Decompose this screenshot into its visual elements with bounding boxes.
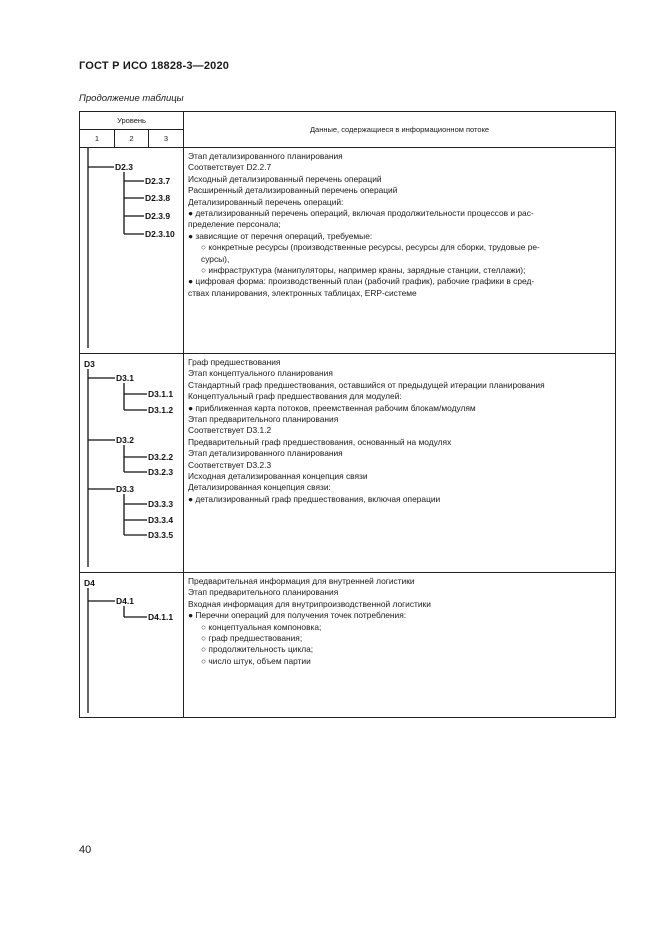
text-line: пределение персонала; xyxy=(188,219,281,230)
tree-diagram xyxy=(80,354,184,573)
text-line: Исходная детализированная концепция связи xyxy=(188,471,368,482)
sub-bullet-line: ○ инфраструктура (манипуляторы, например краны, зарядные станции, стеллажи); xyxy=(201,265,526,276)
tree-label: D3.3.4 xyxy=(148,515,174,525)
level-tree xyxy=(80,354,184,573)
tree-diagram xyxy=(80,573,184,718)
text-line: Соответствует D3.1.2 xyxy=(188,425,272,436)
tree-label: D3.3 xyxy=(116,484,134,494)
text-line: сурсы), xyxy=(201,253,230,264)
bullet-line: ● приближенная карта потоков, преемственная рабочим блокам/модулям xyxy=(188,402,476,413)
document-header: ГОСТ Р ИСО 18828-3—2020 xyxy=(79,60,230,72)
tree-label: D3.1.2 xyxy=(148,405,174,415)
text-line: Этап детализированного планирования xyxy=(188,151,343,161)
bullet-line: ● цифровая форма: производственный план (рабочий график), рабочие графики в сред- xyxy=(188,276,535,287)
level-tree xyxy=(80,573,184,718)
bullet-line: ● зависящие от перечня операций, требуемые: xyxy=(188,230,373,241)
tree-label: D2.3.7 xyxy=(145,176,171,186)
sub-bullet-line: ○ конкретные ресурсы (производственные ресурсы, ресурсы для сборки, трудовые ре- xyxy=(201,242,540,253)
tree-label: D4.1.1 xyxy=(148,612,174,622)
table-row xyxy=(80,354,616,573)
text-line: ствах планирования, электронных таблицах, ERP-системе xyxy=(188,287,417,298)
table-row xyxy=(80,148,616,354)
sub-bullet-line: ○ граф предшествования; xyxy=(201,633,303,644)
tree-label: D3.1.1 xyxy=(148,389,174,399)
level-number: 1 xyxy=(80,130,115,148)
tree-label: D2.3.8 xyxy=(145,193,171,203)
description-cell xyxy=(184,148,616,354)
text-line: Исходный детализированный перечень операций xyxy=(188,173,382,184)
text-line: Детализированная концепция связи: xyxy=(188,482,331,493)
tree-label: D4.1 xyxy=(116,596,134,606)
text-line: Детализированный перечень операций: xyxy=(188,196,344,207)
tree-label: D2.3.9 xyxy=(145,211,171,221)
text-line: Соответствует D2.2.7 xyxy=(188,162,272,173)
text-line: Стандартный граф предшествования, оставшийся от предыдущей итерации планирования xyxy=(188,379,545,390)
level-header: Уровень xyxy=(80,112,184,130)
tree-label: D3.2.2 xyxy=(148,452,174,462)
tree-diagram xyxy=(80,148,184,354)
text-line: Предварительная информация для внутренней логистики xyxy=(188,576,415,586)
level-tree xyxy=(80,148,184,354)
tree-label: D3.1 xyxy=(116,373,134,383)
text-line: Расширенный детализированный перечень операций xyxy=(188,185,398,196)
text-line: Этап предварительного планирования xyxy=(188,587,339,598)
tree-label: D2.3 xyxy=(115,162,133,172)
description-cell xyxy=(184,354,616,573)
sub-bullet-line: ○ число штук, объем партии xyxy=(201,655,311,666)
data-flow-table xyxy=(79,111,616,718)
text-line: Этап детализированного планирования xyxy=(188,448,343,459)
level-number: 3 xyxy=(149,130,184,148)
bullet-line: ● Перечни операций для получения точек потребления: xyxy=(188,610,407,621)
text-line: Граф предшествования xyxy=(188,357,281,367)
sub-bullet-line: ○ продолжительность цикла; xyxy=(201,644,314,655)
tree-label: D3.3.5 xyxy=(148,530,174,540)
text-line: Этап концептуального планирования xyxy=(188,368,333,379)
sub-bullet-line: ○ концептуальная компоновка; xyxy=(201,621,322,632)
table-row xyxy=(80,573,616,718)
table-caption: Продолжение таблицы xyxy=(79,93,184,104)
text-line: Соответствует D3.2.3 xyxy=(188,459,272,470)
data-header: Данные, содержащиеся в информационном потоке xyxy=(184,112,616,148)
tree-label: D4 xyxy=(84,578,95,588)
level-number: 2 xyxy=(115,130,149,148)
tree-label: D2.3.10 xyxy=(145,229,175,239)
page-number: 40 xyxy=(79,844,92,856)
tree-label: D3.2 xyxy=(116,435,134,445)
bullet-line: ● детализированный граф предшествования, включая операции xyxy=(188,493,441,504)
tree-label: D3.3.3 xyxy=(148,499,174,509)
text-line: Входная информация для внутрипроизводственной логистики xyxy=(188,598,431,609)
text-line: Концептуальный граф предшествования для модулей: xyxy=(188,391,402,402)
text-line: Предварительный граф предшествования, основанный на модулях xyxy=(188,436,452,447)
bullet-line: ● детализированный перечень операций, включая продолжительности процессов и рас- xyxy=(188,208,534,219)
description-cell xyxy=(184,573,616,718)
tree-label: D3.2.3 xyxy=(148,467,174,477)
text-line: Этап предварительного планирования xyxy=(188,414,339,425)
tree-label: D3 xyxy=(84,359,95,369)
